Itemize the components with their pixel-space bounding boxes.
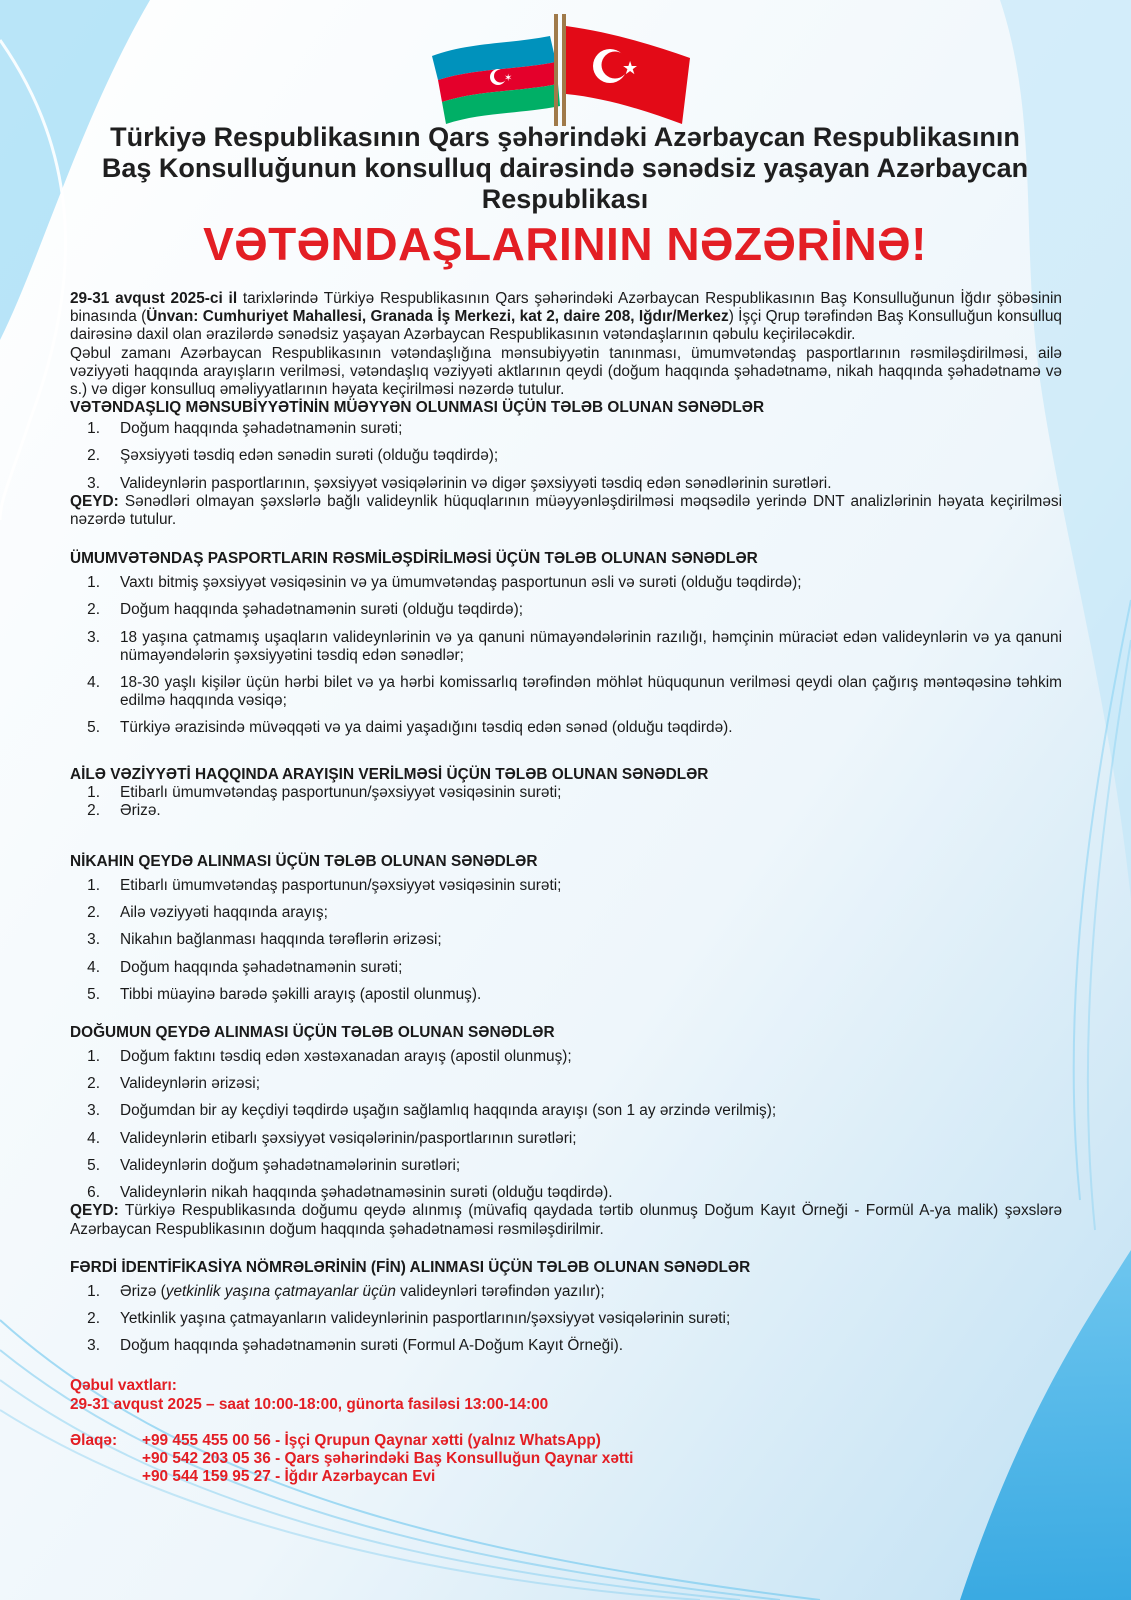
item-text-part: Ərizə ( — [120, 1282, 166, 1300]
contact-row — [70, 1432, 1062, 1487]
reception-time: 29-31 avqust 2025 – saat 10:00-18:00, günorta fasiləsi 13:00-14:00 — [70, 1395, 549, 1413]
item-number: 1. — [87, 420, 100, 438]
item-text: Valideynlərin etibarlı şəxsiyyət vəsiqələrinin/pasportlarının surətləri; — [120, 1129, 577, 1147]
section-title: NİKAHIN QEYDƏ ALINMASI ÜÇÜN TƏLƏB OLUNAN SƏNƏDLƏR — [70, 853, 538, 871]
page-heading — [60, 122, 1070, 215]
item-number: 3. — [87, 931, 100, 949]
list-item — [70, 802, 1062, 820]
svg-text:✶: ✶ — [504, 73, 513, 84]
item-text-part: valideynləri tərəfindən yazılır); — [395, 1282, 605, 1300]
item-text: Nikahın bağlanması haqqında tərəflərin ərizəsi; — [120, 931, 442, 949]
item-text: Etibarlı ümumvətəndaş pasportunun/şəxsiyyət vəsiqəsinin surəti; — [120, 877, 562, 895]
item-number: 2. — [87, 1309, 100, 1327]
section-title: VƏTƏNDAŞLIQ MƏNSUBİYYƏTİNİN MÜƏYYƏN OLUNMASI ÜÇÜN TƏLƏB OLUNAN SƏNƏDLƏR — [70, 399, 765, 417]
item-text: Etibarlı ümumvətəndaş pasportunun/şəxsiyyət vəsiqəsinin surəti; — [120, 783, 562, 801]
item-text: Türkiyə ərazisində müvəqqəti və ya daimi yaşadığını təsdiq edən sənəd (olduğu təqdirdə). — [120, 719, 733, 737]
list-item — [70, 574, 1062, 592]
reception-times — [70, 1377, 1062, 1413]
item-number: 3. — [87, 1337, 100, 1355]
contact-label: Əlaqə: — [70, 1431, 118, 1449]
list-item — [70, 877, 1062, 895]
heading-line: Türkiyə Respublikasının Qars şəhərindəki Azərbaycan Respublikasının — [110, 122, 1020, 152]
event-date: 29-31 avqust 2025-ci il — [70, 290, 238, 307]
list-item — [70, 1102, 1062, 1120]
item-number: 2. — [87, 904, 100, 922]
item-number: 2. — [87, 447, 100, 465]
item-text: Doğum haqqında şəhadətnamənin surəti (Formul A-Doğum Kayıt Örneği). — [120, 1337, 624, 1355]
list-item — [70, 959, 1062, 977]
list-item — [70, 601, 1062, 619]
note — [70, 1202, 1062, 1238]
item-text: Valideynlərin doğum şəhadətnamələrinin surətləri; — [120, 1156, 461, 1174]
list-item — [70, 986, 1062, 1004]
list-item — [70, 784, 1062, 802]
note-text: Sənədləri olmayan şəxslərlə bağlı valideynlik hüquqlarının müəyyənləşdirilməsi məqsədilə yerində DNT analizlərinin həyata keçirilməsi nəzərdə tutulur. — [70, 492, 1062, 529]
item-number: 1. — [87, 574, 100, 592]
item-number: 5. — [87, 985, 100, 1003]
item-number: 2. — [87, 801, 100, 819]
item-number: 4. — [87, 1129, 100, 1147]
azerbaijan-turkey-flags — [430, 14, 700, 126]
page-title: VƏTƏNDAŞLARININ NƏZƏRİNƏ! — [203, 218, 927, 270]
list-item — [70, 1048, 1062, 1066]
item-text: Vaxtı bitmiş şəxsiyyət vəsiqəsinin və ya ümumvətəndaş pasportunun əsli və surəti (olduğu təqdirdə); — [120, 574, 802, 592]
document-list — [70, 784, 1062, 820]
note-label: QEYD: — [70, 1202, 119, 1220]
venue-address: Ünvan: Cumhuriyet Mahallesi, Granada İş Merkezi, kat 2, daire 208, Iğdır/Merkez — [146, 308, 729, 326]
list-item — [70, 674, 1062, 710]
list-item — [70, 904, 1062, 922]
heading-line: Respublikası — [481, 184, 649, 214]
svg-text:★: ★ — [622, 58, 639, 79]
document-list — [70, 1283, 1062, 1356]
list-item — [70, 719, 1062, 737]
item-number: 3. — [87, 1102, 100, 1120]
heading-line: Baş Konsulluğunun konsulluq dairəsində sənədsiz yaşayan Azərbaycan — [101, 153, 1029, 183]
item-text: Yetkinlik yaşına çatmayanların valideynlərinin pasportlarının/şəxsiyyət vəsiqələrinin surəti; — [120, 1309, 731, 1327]
item-text: Ərizə. — [120, 801, 161, 819]
azerbaijan-flag — [432, 36, 560, 124]
list-item — [70, 475, 1062, 493]
document-list — [70, 574, 1062, 737]
item-text: Şəxsiyyəti təsdiq edən sənədin surəti (olduğu təqdirdə); — [120, 447, 499, 465]
item-number: 1. — [87, 783, 100, 801]
section-title: ÜMUMVƏTƏNDAŞ PASPORTLARIN RƏSMİLƏŞDİRİLMƏSİ ÜÇÜN TƏLƏB OLUNAN SƏNƏDLƏR — [70, 550, 758, 568]
document-body — [70, 290, 1062, 1486]
reception-label: Qəbul vaxtları: — [70, 1377, 177, 1395]
item-number: 3. — [87, 628, 100, 646]
item-number: 1. — [87, 1048, 100, 1066]
item-number: 1. — [87, 877, 100, 895]
item-number: 4. — [87, 674, 100, 692]
list-item — [70, 1075, 1062, 1093]
section-marriage — [70, 853, 1062, 1004]
item-text: Valideynlərin pasportlarının, şəxsiyyət vəsiqələrinin və digər şəxsiyyəti təsdiq edən sənədlərinin surətləri. — [120, 474, 832, 492]
item-number: 4. — [87, 958, 100, 976]
contact-lines — [142, 1432, 633, 1487]
intro-text: ) İşçi Qrup tərəfindən Baş Konsulluğun konsulluq dairəsinə daxil olan ərazilərdə sənədsiz yaşayan Azərbaycan Respublikasının vətəndaşlarının qəbulu keçiriləcəkdir. — [70, 308, 1062, 344]
item-number: 2. — [87, 601, 100, 619]
item-number: 2. — [87, 1075, 100, 1093]
section-fin — [70, 1259, 1062, 1356]
item-text: Tibbi müayinə barədə şəkilli arayış (apostil olunmuş). — [120, 985, 482, 1003]
list-item — [70, 1337, 1062, 1355]
turkey-flag — [566, 26, 690, 124]
note-text: Türkiyə Respublikasında doğumu qeydə alınmış (müvafiq qaydada tərtib olunmuş Doğum Kayıt Örneği - Formül A-ya malik) şəxslərə Azərbaycan Respublikasının doğum haqqında şəhadətnaməsi rəsmiləşdirilmir. — [70, 1202, 1062, 1238]
document-list — [70, 877, 1062, 1004]
item-text: 18 yaşına çatmamış uşaqların valideynlərinin və ya qanuni nümayəndələrinin razılığı, həmçinin müraciət edən valideynlərin və ya qanuni nümayəndələrin şəxsiyyətini təsdiq edən sənədlər; — [120, 628, 1062, 664]
list-item — [70, 1130, 1062, 1148]
section-passport — [70, 550, 1062, 737]
intro-text: tarixlərində Türkiyə Respublikasının Qars şəhərindəki Azərbaycan Respublikasının Baş Konsulluğunun İğdır şöbəsinin binasında ( — [70, 290, 1062, 326]
item-number: 6. — [87, 1184, 100, 1202]
intro-paragraph-2: Qəbul zamanı Azərbaycan Respublikasının vətəndaşlığına mənsubiyyətin tanınması, ümumvətəndaş pasportlarının rəsmiləşdirilməsi, ailə vəziyyəti haqqında arayışların verilməsi, vətəndaşlıq vəziyyəti aktlarının qeydi (doğum haqqında şəhadətnamə, nikah haqqında şəhadətnamə və s.) və digər konsulluq əməliyyatlarının həyata keçirilməsi nəzərdə tutulur. — [70, 344, 1062, 399]
item-text: Doğum faktını təsdiq edən xəstəxanadan arayış (apostil olunmuş); — [120, 1048, 572, 1066]
item-text: Ailə vəziyyəti haqqında arayış; — [120, 904, 328, 922]
list-item — [70, 1283, 1062, 1301]
contacts — [70, 1432, 1062, 1487]
section-title: FƏRDİ İDENTİFİKASİYA NÖMRƏLƏRİNİN (FİN) ALINMASI ÜÇÜN TƏLƏB OLUNAN SƏNƏDLƏR — [70, 1258, 751, 1276]
contact-line[interactable]: +90 542 203 05 36 - Qars şəhərindəki Baş Konsulluğun Qaynar xətti — [142, 1449, 634, 1467]
list-item — [70, 1310, 1062, 1328]
item-text: Doğumdan bir ay keçdiyi təqdirdə uşağın sağlamlıq haqqında arayışı (son 1 ay ərzində verilmiş); — [120, 1102, 777, 1120]
note — [70, 493, 1062, 529]
item-number: 3. — [87, 474, 100, 492]
note-label: QEYD: — [70, 492, 119, 510]
item-text — [120, 1283, 1062, 1301]
section-title: AİLƏ VƏZİYYƏTİ HAQQINDA ARAYIŞIN VERİLMƏSİ ÜÇÜN TƏLƏB OLUNAN SƏNƏDLƏR — [70, 765, 709, 783]
section-marital-status — [70, 766, 1062, 820]
document-list — [70, 1048, 1062, 1202]
item-text: Doğum haqqında şəhadətnamənin surəti; — [120, 420, 403, 438]
item-text: Valideynlərin ərizəsi; — [120, 1075, 261, 1093]
section-birth — [70, 1024, 1062, 1239]
item-text: 18-30 yaşlı kişilər üçün hərbi bilet və ya hərbi komissarlıq tərəfindən möhlət hüququnun verilməsi qeydi olan çağırış məntəqəsinə təhkim edilmə haqqında vəsiqə; — [120, 674, 1062, 710]
document-list — [70, 420, 1062, 493]
item-text-italic: yetkinlik yaşına çatmayanlar üçün — [165, 1282, 396, 1300]
list-item — [70, 1157, 1062, 1175]
item-text: Doğum haqqında şəhadətnamənin surəti; — [120, 958, 403, 976]
item-number: 5. — [87, 719, 100, 737]
section-citizenship — [70, 399, 1062, 529]
list-item — [70, 629, 1062, 665]
list-item — [70, 931, 1062, 949]
item-number: 5. — [87, 1156, 100, 1174]
list-item — [70, 420, 1062, 438]
contact-line[interactable]: +90 544 159 95 27 - İğdır Azərbaycan Evi — [142, 1468, 436, 1486]
item-number: 1. — [87, 1282, 100, 1300]
list-item — [70, 447, 1062, 465]
contact-line[interactable]: +99 455 455 00 56 - İşçi Qrupun Qaynar xətti (yalnız WhatsApp) — [142, 1431, 601, 1449]
item-text: Valideynlərin nikah haqqında şəhadətnaməsinin surəti (olduğu təqdirdə). — [120, 1184, 613, 1202]
list-item — [70, 1184, 1062, 1202]
section-title: DOĞUMUN QEYDƏ ALINMASI ÜÇÜN TƏLƏB OLUNAN SƏNƏDLƏR — [70, 1024, 555, 1042]
intro-paragraph — [70, 290, 1062, 345]
item-text: Doğum haqqında şəhadətnamənin surəti (olduğu təqdirdə); — [120, 601, 523, 619]
